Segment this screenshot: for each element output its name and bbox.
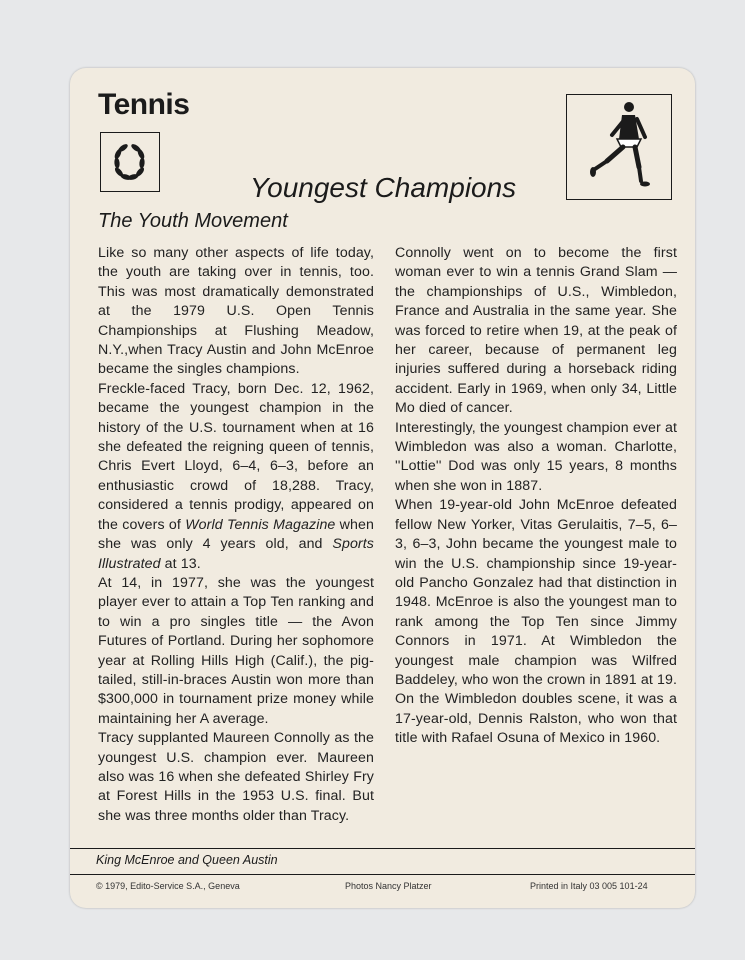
print-info: Printed in Italy 03 005 101-24	[530, 881, 648, 891]
photo-caption: King McEnroe and Queen Austin	[96, 853, 278, 867]
paragraph-grand-slam: Connolly went on to become the first woman ever to win a tennis Grand Slam — the championships of U.S., Wimbledon, France and Australia in the same year. She was forced to retire when 19, at the peak of her career, because of permanent leg injuries suffered during a horseback riding accident. Early in 1969, when only 34, Little Mo died of cancer.	[395, 245, 677, 417]
magazine-title: World Tennis Magazine	[185, 516, 336, 533]
paragraph-top-ten: At 14, in 1977, she was the youngest player ever to attain a Top Ten ranking and to win a pro singles title — the Avon Futures of Portland. During her sophomore year at Rolling Hills High (Calif.), the pig-tailed, still-in-braces Austin won more than $300,000 in tournament prize money while maintaining her A average.	[98, 574, 374, 727]
tennis-player-icon	[566, 94, 672, 200]
divider	[70, 874, 695, 875]
paragraph-connolly: Tracy supplanted Maureen Connolly as the youngest U.S. champion ever. Maureen also was 16 when she defeated Shirley Fry at Forest Hills in the 1953 U.S. final. But she was three months older than Tracy.	[98, 730, 374, 824]
category-heading: Tennis	[98, 88, 190, 121]
laurel-wreath-icon	[100, 132, 160, 192]
paragraph-mcenroe: When 19-year-old John McEnroe defeated fellow New Yorker, Vitas Gerulaitis, 7–5, 6–3, 6–3, John became the youngest male to win the U.S. championship since 19-year-old Pancho Gonzalez had that distinction in 1948. McEnroe is also the youngest man to rank among the Top Ten since Jimmy Connors in 1971. At Wimbledon the youngest male champion was Wilfred Baddeley, who won the crown in 1891 at 19. On the Wimbledon doubles scene, it was a 17-year-old, Dennis Ralston, who won that title with Rafael Osuna of Mexico in 1960.	[395, 497, 677, 747]
divider	[70, 848, 695, 849]
paragraph-tracy: Freckle-faced Tracy, born Dec. 12, 1962, became the youngest champion in the history of the U.S. tournament when at 16 she defeated the reigning queen of tennis, Chris Evert Lloyd, 6–4, 6–3, before an enthusiastic crowd of 18,288. Tracy, considered a tennis prodigy, appeared on the covers of World Tennis Magazine when she was only 4 years old, and Sports Illustrated at 13.	[98, 380, 375, 572]
article-subtitle: The Youth Movement	[98, 210, 288, 232]
card-title: Youngest Champions	[250, 172, 517, 203]
copyright-text: © 1979, Edito-Service S.A., Geneva	[96, 881, 240, 891]
paragraph-intro: Like so many other aspects of life today, the youth are taking over in tennis, too. This was most dramatically demonstrated at the 1979 U.S. Open Tennis Championships at Flushing Meadow, N.Y.,when Tracy Austin and John McEnroe became the singles champions.	[98, 245, 374, 378]
magazine-title: Sports Illustrated	[98, 536, 374, 572]
article-column-right	[395, 244, 677, 749]
trading-card	[70, 68, 695, 908]
photo-credit: Photos Nancy Platzer	[345, 881, 432, 891]
article-column-left	[98, 244, 374, 826]
paragraph-wimbledon: Interestingly, the youngest champion ever at Wimbledon was also a woman. Charlotte, ''Lottie'' Dod was only 15 years, 8 months when she won in 1887.	[395, 419, 677, 494]
